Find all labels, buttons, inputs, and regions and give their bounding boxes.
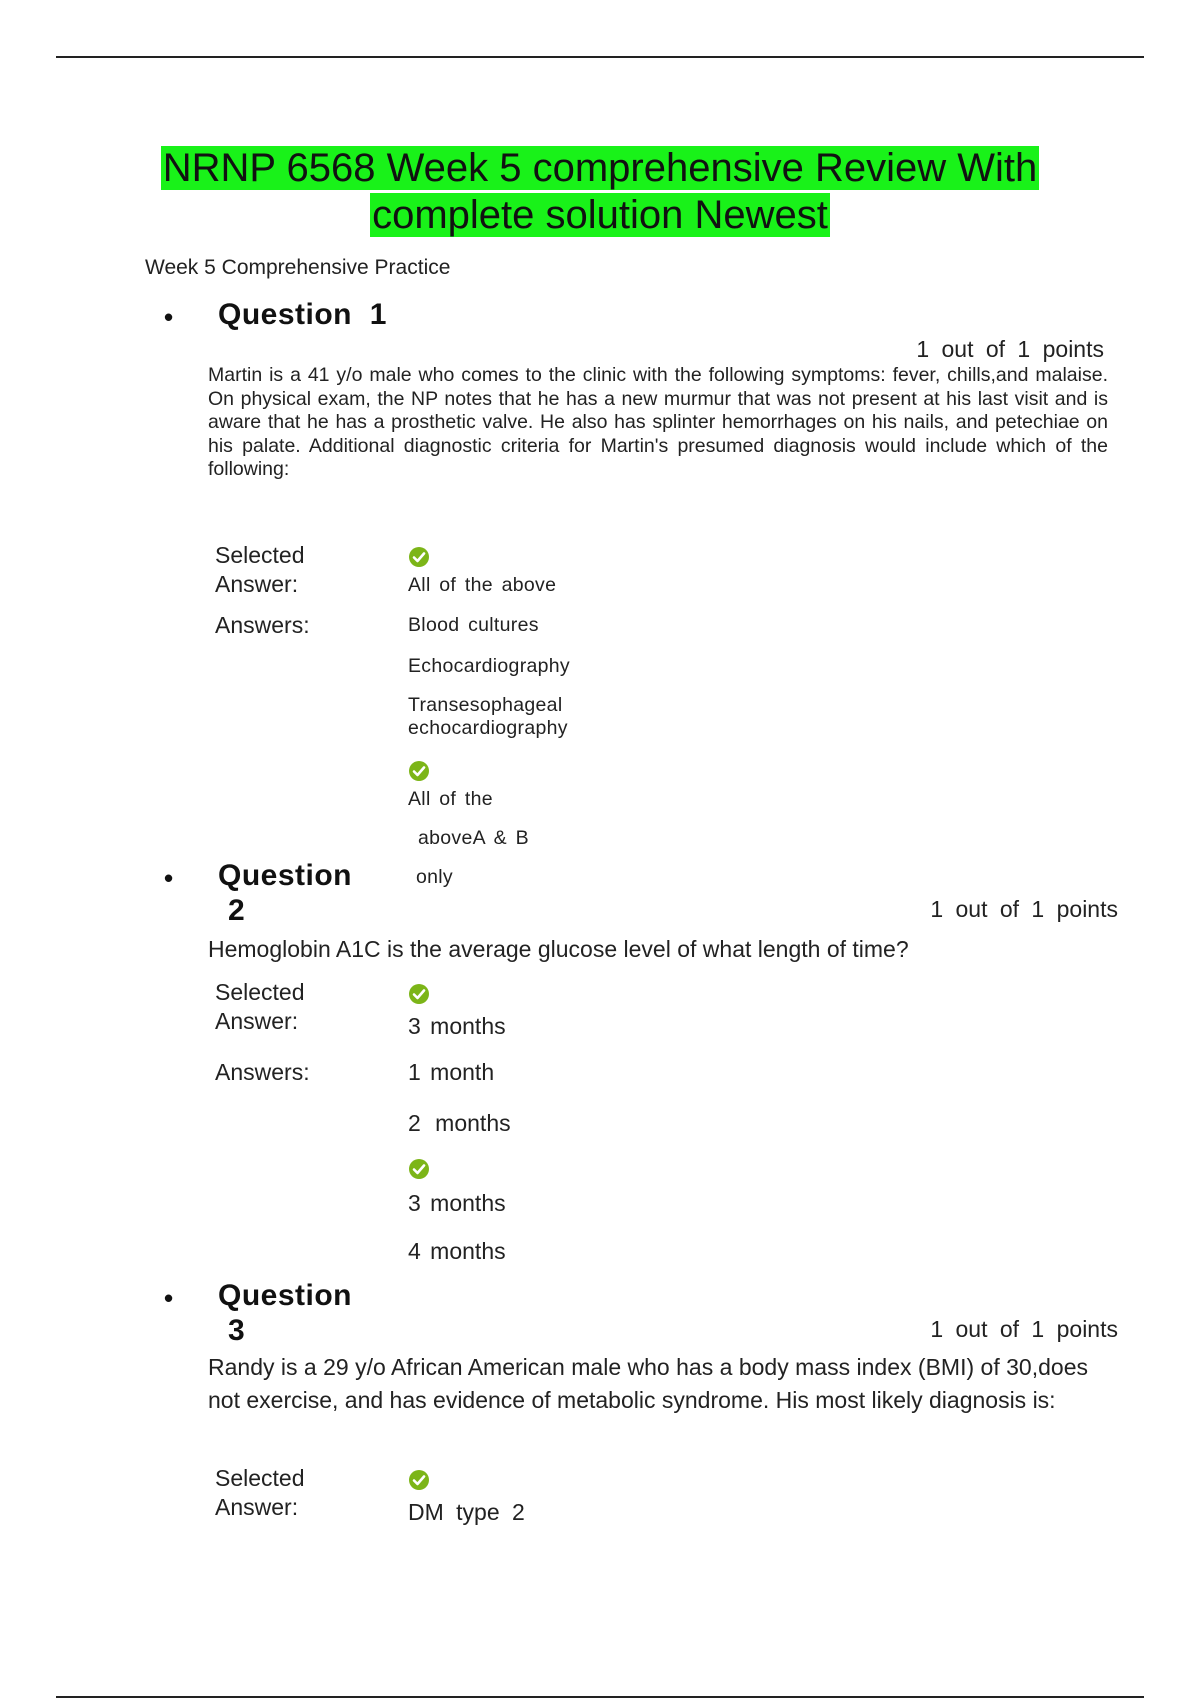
- correct-check-icon: [408, 760, 430, 782]
- answers-label: Answers:: [215, 612, 310, 638]
- selected-answer-label: Selected Answer:: [215, 542, 305, 597]
- top-rule: [56, 56, 1144, 58]
- answer-option: 1 month: [408, 1059, 495, 1085]
- answer-option: Echocardiography: [408, 655, 570, 677]
- correct-check-icon: [408, 1469, 430, 1491]
- answers-label: Answers:: [215, 1059, 310, 1085]
- answer-option: Blood cultures: [408, 614, 539, 636]
- bottom-rule: [56, 1696, 1144, 1698]
- question-1-text: Martin is a 41 y/o male who comes to the clinic with the following symptoms: fever, chills,and malaise. On physical exam, the NP notes that he has a new murmur that was not present at his last visit and is aware that he has a prosthetic valve. He also has splinter hemorrhages on his nails, and petechiae on his palate. Additional diagnostic criteria for Martin's presumed diagnosis would include which of the following:: [208, 364, 1108, 480]
- correct-check-icon: [408, 983, 430, 1005]
- bullet-icon: •: [164, 863, 174, 893]
- answer-option: only: [416, 866, 453, 888]
- question-2-selected-answer: 3 months: [408, 1013, 506, 1039]
- question-3-selected-answer: DM type 2: [408, 1499, 525, 1525]
- correct-check-icon: [408, 546, 430, 568]
- question-3-points: 1 out of 1 points: [930, 1316, 1118, 1342]
- question-1-selected-answer: All of the above: [408, 574, 557, 596]
- question-2-points: 1 out of 1 points: [930, 896, 1118, 922]
- answer-option: 3 months: [408, 1190, 506, 1216]
- question-2-text: Hemoglobin A1C is the average glucose level of what length of time?: [208, 936, 909, 962]
- correct-check-icon: [408, 1158, 430, 1180]
- question-3-heading: Question 3: [218, 1279, 353, 1347]
- bullet-icon: •: [164, 1283, 174, 1313]
- answer-option: All of the: [408, 788, 493, 810]
- answer-option: 2 months: [408, 1110, 511, 1136]
- answer-option: 4 months: [408, 1238, 506, 1264]
- answer-option: Transesophageal echocardiography: [408, 694, 568, 739]
- question-1-heading: Question 1: [218, 298, 387, 331]
- title-line-1: NRNP 6568 Week 5 comprehensive Review With: [162, 146, 1038, 190]
- answer-option: aboveA & B: [418, 827, 529, 849]
- question-1-points: 1 out of 1 points: [916, 336, 1104, 362]
- question-2-heading: Question 2: [218, 859, 353, 927]
- title-line-2: complete solution Newest: [372, 193, 828, 237]
- question-3-text: Randy is a 29 y/o African American male who has a body mass index (BMI) of 30,does not exercise, and has evidence of metabolic syndrome. His most likely diagnosis is:: [208, 1354, 1088, 1413]
- document-title: [0, 145, 1200, 239]
- page-subtitle: Week 5 Comprehensive Practice: [145, 256, 451, 279]
- selected-answer-label: Selected Answer:: [215, 979, 305, 1034]
- bullet-icon: •: [164, 302, 174, 332]
- selected-answer-label: Selected Answer:: [215, 1465, 305, 1520]
